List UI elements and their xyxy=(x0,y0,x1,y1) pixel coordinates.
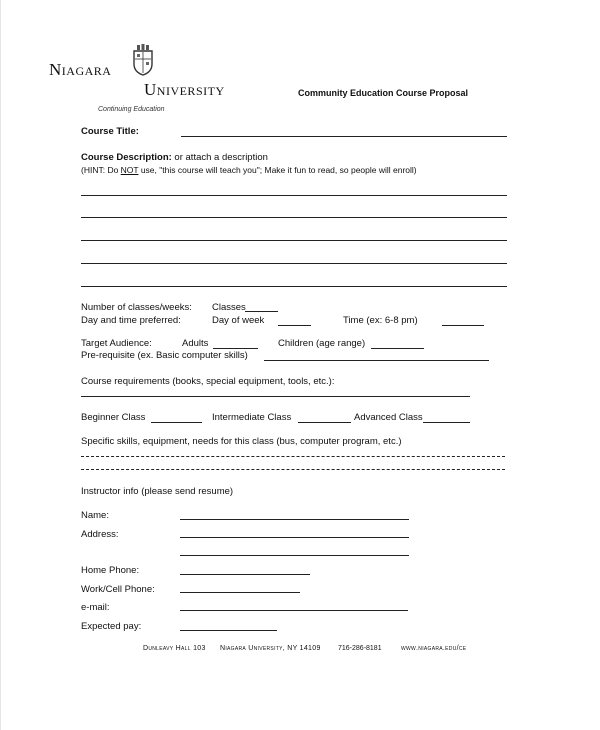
prerequisite-field[interactable] xyxy=(264,360,489,361)
children-label: Children (age range) xyxy=(278,338,366,349)
adults-field[interactable] xyxy=(213,348,258,349)
children-field[interactable] xyxy=(371,348,424,349)
intermediate-class-field[interactable] xyxy=(298,422,351,423)
course-title-field[interactable] xyxy=(181,136,507,137)
target-audience-label: Target Audience: xyxy=(81,338,152,349)
course-description-suffix: or attach a description xyxy=(171,152,268,163)
day-of-week-label: Day of week xyxy=(212,315,265,326)
footer-university-address: Niagara University, NY 14109 xyxy=(220,645,321,652)
classes-field[interactable] xyxy=(245,311,278,312)
day-time-label: Day and time preferred: xyxy=(81,315,181,326)
adults-label: Adults xyxy=(182,338,209,349)
hint-not: NOT xyxy=(120,165,139,175)
description-line-3[interactable] xyxy=(81,240,507,241)
prerequisite-label: Pre-requisite (ex. Basic computer skills) xyxy=(81,350,248,361)
home-phone-label: Home Phone: xyxy=(81,565,140,576)
advanced-class-field[interactable] xyxy=(423,422,470,423)
description-line-1[interactable] xyxy=(81,195,507,196)
work-cell-phone-field[interactable] xyxy=(180,592,300,593)
document-title: Community Education Course Proposal xyxy=(298,88,469,98)
footer-website[interactable]: www.niagara.edu/ce xyxy=(401,645,467,652)
instructor-info-header: Instructor info (please send resume) xyxy=(81,486,234,497)
advanced-class-label: Advanced Class xyxy=(354,412,423,423)
logo-name-line2: University xyxy=(144,80,225,99)
course-requirements-label: Course requirements (books, special equipment, tools, etc.): xyxy=(81,376,335,387)
skills-line-1[interactable] xyxy=(81,456,505,457)
description-line-4[interactable] xyxy=(81,263,507,264)
description-line-5[interactable] xyxy=(81,286,507,287)
course-description-hint xyxy=(81,165,417,175)
expected-pay-label: Expected pay: xyxy=(81,621,142,632)
name-field[interactable] xyxy=(180,519,409,520)
hint-rest: use, "this course will teach you"; Make it fun to read, so people will enroll) xyxy=(138,165,417,175)
logo-subtitle: Continuing Education xyxy=(98,106,165,113)
footer-phone: 716-286-8181 xyxy=(338,645,382,652)
work-cell-phone-label: Work/Cell Phone: xyxy=(81,584,155,595)
num-classes-label: Number of classes/weeks: xyxy=(81,302,192,313)
requirements-line[interactable] xyxy=(81,396,470,397)
name-label: Name: xyxy=(81,510,109,521)
university-crest-icon xyxy=(131,44,155,81)
classes-label: Classes xyxy=(212,302,246,313)
email-field[interactable] xyxy=(180,610,408,611)
specific-skills-label: Specific skills, equipment, needs for this class (bus, computer program, etc.) xyxy=(81,436,402,447)
footer-hall: Dunleavy Hall 103 xyxy=(143,645,206,652)
beginner-class-label: Beginner Class xyxy=(81,412,146,423)
course-description-label: Course Description: xyxy=(81,152,172,163)
expected-pay-field[interactable] xyxy=(180,630,277,631)
course-description-heading xyxy=(81,152,268,163)
address-field-1[interactable] xyxy=(180,537,409,538)
course-title-label: Course Title: xyxy=(81,126,139,137)
description-line-2[interactable] xyxy=(81,217,507,218)
beginner-class-field[interactable] xyxy=(151,422,202,423)
address-field-2[interactable] xyxy=(180,555,409,556)
day-of-week-field[interactable] xyxy=(278,325,311,326)
hint-prefix: (HINT: Do xyxy=(81,165,121,175)
intermediate-class-label: Intermediate Class xyxy=(212,412,292,423)
home-phone-field[interactable] xyxy=(180,574,310,575)
time-label: Time (ex: 6-8 pm) xyxy=(343,315,418,326)
time-field[interactable] xyxy=(442,325,484,326)
email-label: e-mail: xyxy=(81,602,110,613)
logo-name-line1: Niagara xyxy=(49,60,112,79)
skills-line-2[interactable] xyxy=(81,469,505,470)
address-label: Address: xyxy=(81,529,119,540)
